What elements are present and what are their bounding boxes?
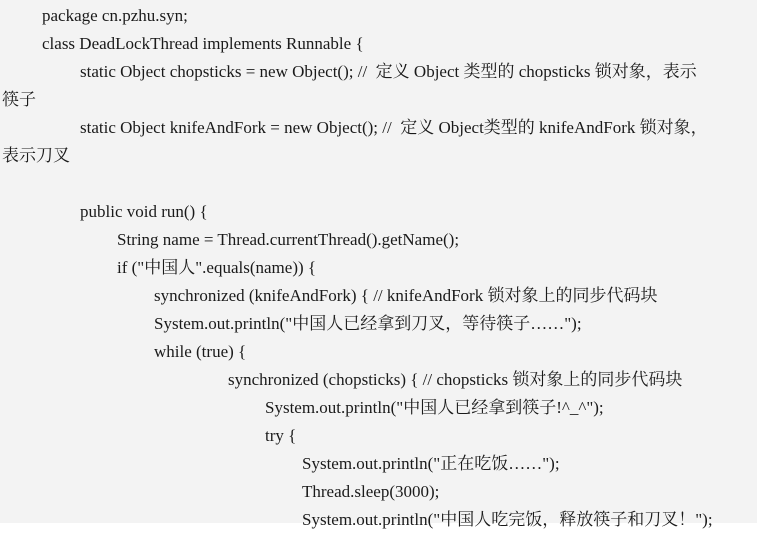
- code-line-11: synchronized (chopsticks) { // chopsticks 锁对象上的同步代码块: [228, 370, 683, 389]
- code-line-14: System.out.println("正在吃饭……");: [302, 454, 560, 473]
- code-line-1: package cn.pzhu.syn;: [42, 6, 188, 25]
- code-line-10: while (true) {: [154, 342, 247, 361]
- code-line-15: Thread.sleep(3000);: [302, 482, 440, 501]
- code-line-3-wrap: 筷子: [2, 90, 36, 109]
- code-line-13: try {: [265, 426, 297, 445]
- code-line-4: static Object knifeAndFork = new Object(); // 定义 Object类型的 knifeAndFork 锁对象，: [80, 118, 708, 137]
- code-line-8: synchronized (knifeAndFork) { // knifeAndFork 锁对象上的同步代码块: [154, 286, 658, 305]
- code-line-16: System.out.println("中国人吃完饭，释放筷子和刀叉！");: [302, 510, 713, 529]
- code-line-7: if ("中国人".equals(name)) {: [117, 258, 317, 277]
- code-line-12: System.out.println("中国人已经拿到筷子!^_^");: [265, 398, 604, 417]
- code-line-5: public void run() {: [80, 202, 208, 221]
- code-line-2: class DeadLockThread implements Runnable {: [42, 34, 364, 53]
- code-line-9: System.out.println("中国人已经拿到刀叉，等待筷子……");: [154, 314, 582, 333]
- code-line-3: static Object chopsticks = new Object(); // 定义 Object 类型的 chopsticks 锁对象，表示: [80, 62, 697, 81]
- code-line-4-wrap: 表示刀叉: [2, 146, 70, 165]
- code-line-6: String name = Thread.currentThread().getName();: [117, 230, 460, 249]
- code-line-blank: [0, 170, 757, 198]
